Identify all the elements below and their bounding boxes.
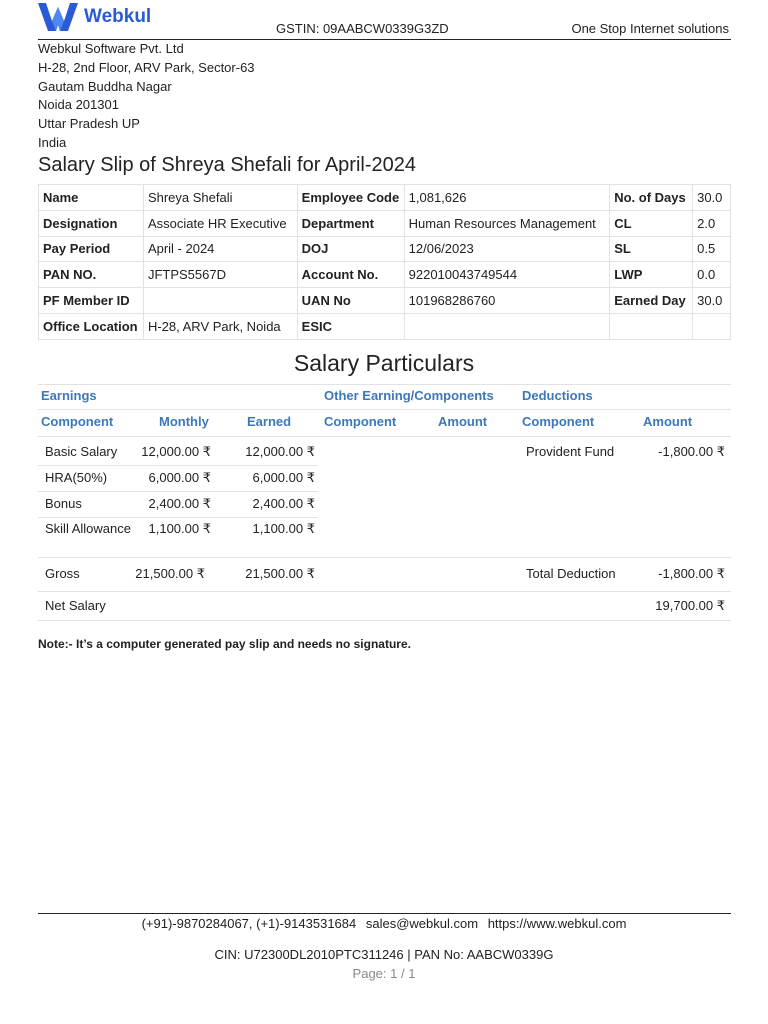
page-header: [38, 2, 731, 40]
footer-contact: [0, 916, 768, 931]
divider: [38, 465, 318, 466]
info-value: Associate HR Executive: [143, 210, 297, 236]
page-number: Page: 1 / 1: [352, 966, 416, 981]
info-key: Employee Code: [297, 185, 404, 211]
divider: [38, 557, 731, 558]
info-key: Name: [39, 185, 144, 211]
company-address: [38, 40, 255, 153]
total-deduction-amount: -1,800.00 ₹: [658, 566, 725, 581]
info-key: PAN NO.: [39, 262, 144, 288]
info-value: Shreya Shefali: [143, 185, 297, 211]
footer-divider: [38, 913, 731, 914]
table-row: [39, 236, 731, 262]
footer-cin: CIN: U72300DL2010PTC311246 | PAN No: AABCW0339G: [214, 947, 554, 962]
earning-earned: 1,100.00 ₹: [252, 521, 315, 536]
earning-monthly: 12,000.00 ₹: [141, 444, 211, 459]
info-key: CL: [610, 210, 693, 236]
table-row: [39, 185, 731, 211]
info-key: Earned Day: [610, 288, 693, 314]
col-header-monthly: Monthly: [159, 414, 209, 429]
info-value: Human Resources Management: [404, 210, 610, 236]
info-key: [610, 313, 693, 339]
gross-earned: 21,500.00 ₹: [245, 566, 315, 581]
info-key: Designation: [39, 210, 144, 236]
earning-component: Basic Salary: [45, 444, 118, 459]
divider: [38, 384, 731, 385]
divider: [38, 620, 731, 621]
info-key: Account No.: [297, 262, 404, 288]
employee-info-table: [38, 184, 731, 340]
company-tagline: One Stop Internet solutions: [571, 21, 729, 36]
info-value: [693, 313, 731, 339]
info-value: 0.5: [693, 236, 731, 262]
info-value: 101968286760: [404, 288, 610, 314]
info-value: [143, 288, 297, 314]
company-logo: [38, 2, 151, 32]
info-key: DOJ: [297, 236, 404, 262]
col-header-deduction-amount: Amount: [643, 414, 693, 429]
earning-monthly: 2,400.00 ₹: [148, 496, 211, 511]
table-row: [39, 262, 731, 288]
footer-email[interactable]: sales@webkul.com: [365, 916, 479, 931]
net-salary-label: Net Salary: [45, 598, 106, 613]
address-line: Noida 201301: [38, 97, 119, 113]
deduction-amount: -1,800.00 ₹: [658, 444, 725, 459]
earning-earned: 6,000.00 ₹: [252, 470, 315, 485]
gross-label: Gross: [45, 566, 80, 581]
info-value: 1,081,626: [404, 185, 610, 211]
info-key: UAN No: [297, 288, 404, 314]
divider: [38, 409, 731, 410]
webkul-logo-icon: [38, 3, 78, 31]
info-value: 30.0: [693, 185, 731, 211]
other-earnings-section-heading: Other Earning/Components: [324, 388, 494, 403]
slip-title: Salary Slip of Shreya Shefali for April-2024: [38, 154, 416, 176]
earning-component: Bonus: [45, 496, 82, 511]
divider: [38, 517, 318, 518]
table-row: [39, 210, 731, 236]
earnings-section-heading: Earnings: [41, 388, 97, 403]
table-row: [39, 288, 731, 314]
info-value: H-28, ARV Park, Noida: [143, 313, 297, 339]
col-header-component: Component: [41, 414, 114, 429]
address-line: H-28, 2nd Floor, ARV Park, Sector-63: [38, 59, 255, 75]
net-salary-amount: 19,700.00 ₹: [655, 598, 725, 613]
info-key: ESIC: [297, 313, 404, 339]
info-key: SL: [610, 236, 693, 262]
info-value: April - 2024: [143, 236, 297, 262]
footer-website[interactable]: https://www.webkul.com: [487, 916, 627, 931]
info-key: Pay Period: [39, 236, 144, 262]
gstin-number: GSTIN: 09AABCW0339G3ZD: [276, 21, 449, 36]
info-key: Office Location: [39, 313, 144, 339]
divider: [38, 591, 731, 592]
col-header-earned: Earned: [247, 414, 292, 429]
deductions-section-heading: Deductions: [522, 388, 593, 403]
total-deduction-label: Total Deduction: [526, 566, 616, 581]
table-row: [39, 313, 731, 339]
divider: [38, 491, 318, 492]
earning-monthly: 1,100.00 ₹: [148, 521, 211, 536]
logo-text: Webkul: [84, 6, 152, 27]
address-line: Webkul Software Pvt. Ltd: [38, 41, 184, 56]
divider: [38, 436, 731, 437]
address-line: India: [38, 134, 67, 150]
earning-component: HRA(50%): [45, 470, 108, 485]
col-header-deduction-component: Component: [522, 414, 595, 429]
info-value: 2.0: [693, 210, 731, 236]
earning-monthly: 6,000.00 ₹: [148, 470, 211, 485]
gross-monthly: 21,500.00 ₹: [135, 566, 205, 581]
salary-particulars-title: Salary Particulars: [293, 350, 475, 376]
address-line: Gautam Buddha Nagar: [38, 78, 172, 94]
info-key: PF Member ID: [39, 288, 144, 314]
earning-earned: 12,000.00 ₹: [245, 444, 315, 459]
info-value: 12/06/2023: [404, 236, 610, 262]
col-header-other-amount: Amount: [438, 414, 488, 429]
info-value: [404, 313, 610, 339]
earning-component: Skill Allowance: [45, 521, 131, 536]
earning-earned: 2,400.00 ₹: [252, 496, 315, 511]
deduction-component: Provident Fund: [526, 444, 615, 459]
address-line: Uttar Pradesh UP: [38, 116, 140, 132]
signature-note: Note:- It’s a computer generated pay slip and needs no signature.: [38, 637, 411, 651]
info-key: No. of Days: [610, 185, 693, 211]
info-value: JFTPS5567D: [143, 262, 297, 288]
info-value: 922010043749544: [404, 262, 610, 288]
info-key: LWP: [610, 262, 693, 288]
info-value: 30.0: [693, 288, 731, 314]
col-header-other-component: Component: [324, 414, 397, 429]
footer-phones: (+91)-9870284067, (+1)-9143531684: [141, 916, 357, 931]
info-key: Department: [297, 210, 404, 236]
info-value: 0.0: [693, 262, 731, 288]
